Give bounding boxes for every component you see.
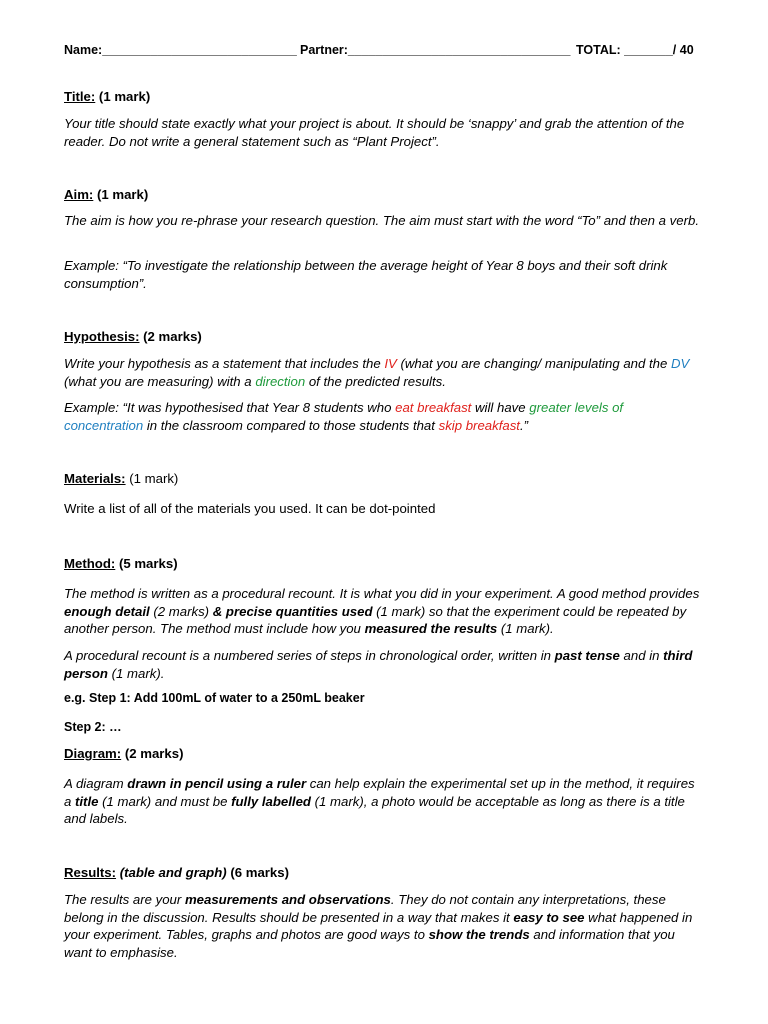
materials-text: Write a list of all of the materials you used. It can be dot-pointed: [64, 501, 436, 516]
total-field[interactable]: TOTAL: _______/ 40: [576, 43, 694, 57]
materials-heading: Materials: (1 mark): [64, 471, 179, 486]
partner-field[interactable]: Partner:________________________________: [300, 43, 571, 57]
method-step1: e.g. Step 1: Add 100mL of water to a 250mL beaker: [64, 691, 365, 705]
results-text: The results are your measurements and observations. They do not contain any interpretations, these belong in the discussion. Results should be presented in a way that makes it easy to see what happened in your experiment. Tables, graphs and photos are good ways to show the trends and information that you want to emphasise.: [64, 892, 693, 960]
aim-heading: Aim: (1 mark): [64, 187, 149, 202]
method-text: The method is written as a procedural recount. It is what you did in your experiment. A good method provides enough detail (2 marks) & precise quantities used (1 mark) so that the experiment could be repeated by another person. The method must include how you measured the results (1 mark).: [64, 586, 700, 636]
title-text: Your title should state exactly what your project is about. It should be ‘snappy’ and grab the attention of the reader. Do not write a general statement such as “Plant Project”.: [64, 116, 685, 149]
name-field[interactable]: Name:____________________________: [64, 43, 297, 57]
diagram-text: A diagram drawn in pencil using a ruler can help explain the experimental set up in the method, it requires a title (1 mark) and must be fully labelled (1 mark), a photo would be acceptable as long as there is a title and labels.: [64, 776, 695, 826]
results-heading: Results: (table and graph) (6 marks): [64, 865, 289, 880]
hypothesis-heading: Hypothesis: (2 marks): [64, 329, 202, 344]
method-heading: Method: (5 marks): [64, 556, 178, 571]
aim-text: The aim is how you re-phrase your research question. The aim must start with the word “To” and then a verb.: [64, 213, 700, 228]
method-recount: A procedural recount is a numbered series of steps in chronological order, written in past tense and in third person (1 mark).: [64, 648, 693, 681]
header-line: [64, 43, 704, 57]
aim-example: Example: “To investigate the relationship between the average height of Year 8 boys and their soft drink consumption”.: [64, 258, 668, 291]
hypothesis-text: Write your hypothesis as a statement that includes the IV (what you are changing/ manipulating and the DV (what you are measuring) with a direction of the predicted results.: [64, 356, 690, 389]
hypothesis-example: Example: “It was hypothesised that Year 8 students who eat breakfast will have greater levels of concentration in the classroom compared to those students that skip breakfast.”: [64, 400, 624, 433]
diagram-heading: Diagram: (2 marks): [64, 746, 184, 761]
title-heading: Title: (1 mark): [64, 89, 151, 104]
method-step2: Step 2: …: [64, 720, 122, 734]
